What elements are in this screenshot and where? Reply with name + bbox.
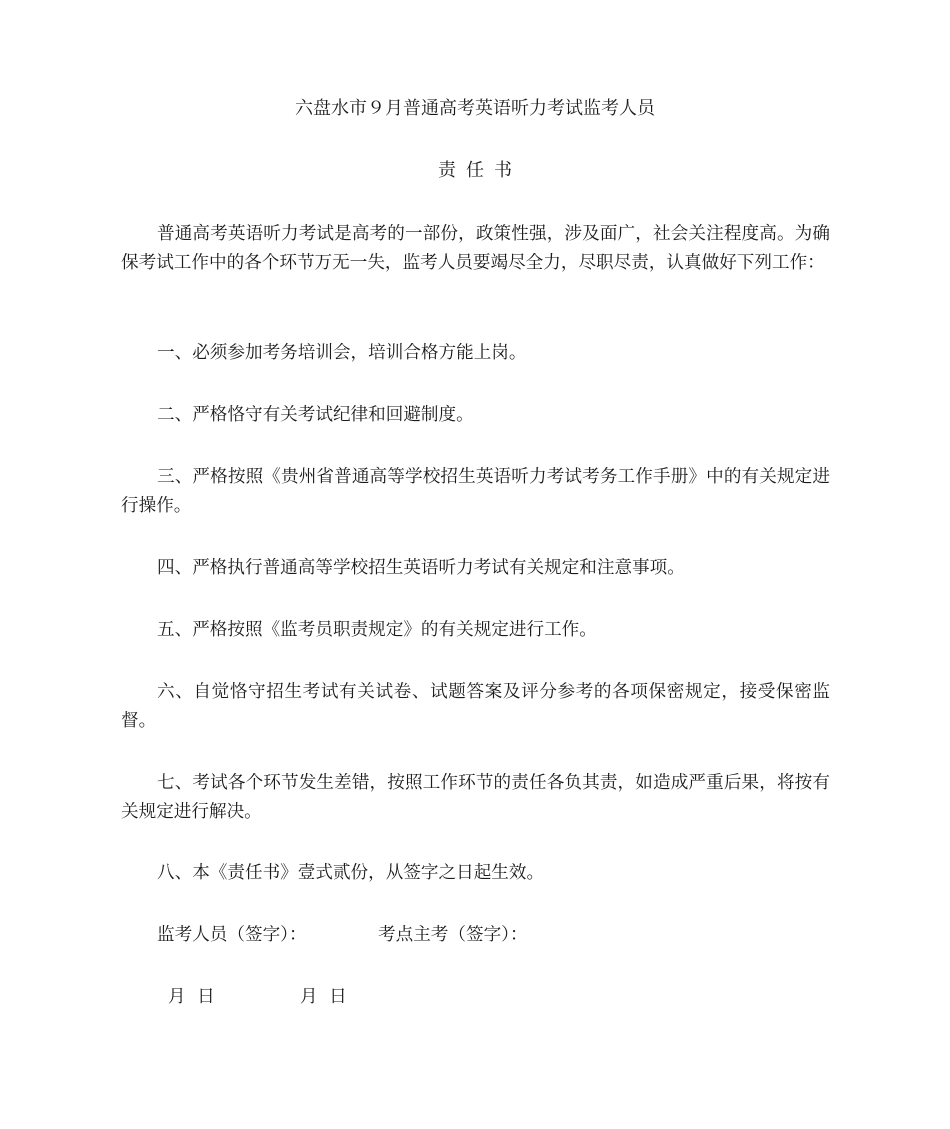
item-8: 八、本《责任书》壹式贰份，从签字之日起生效。 [157,863,545,883]
item-7: 七、考试各个环节发生差错，按照工作环节的责任各负其责，如造成严重后果，将按有关规定进行解决。 [121,773,830,822]
item-5: 五、严格按照《监考员职责规定》的有关规定进行工作。 [157,620,597,640]
document-subtitle: 责任书 [438,160,522,181]
item-3: 三、严格按照《贵州省普通高等学校招生英语听力考试考务工作手册》中的有关规定进行操作。 [121,467,830,516]
intro-paragraph: 普通高考英语听力考试是高考的一部份，政策性强，涉及面广，社会关注程度高。为确保考试工作中的各个环节万无一失，监考人员要竭尽全力，尽职尽责，认真做好下列工作： [121,224,830,273]
date-left: 月 日 [168,987,215,1007]
document-title: 六盘水市９月普通高考英语听力考试监考人员 [295,98,655,119]
item-1: 一、必须参加考务培训会，培训合格方能上岗。 [157,343,527,363]
item-6: 六、自觉恪守招生考试有关试卷、试题答案及评分参考的各项保密规定，接受保密监督。 [121,682,830,731]
item-2: 二、严格恪守有关考试纪律和回避制度。 [157,405,474,425]
item-4: 四、严格执行普通高等学校招生英语听力考试有关规定和注意事项。 [157,558,685,578]
proctor-signature-label: 监考人员（签字）： [157,925,307,945]
chief-signature-label: 考点主考（签字）： [378,925,528,945]
date-right: 月 日 [300,987,347,1007]
